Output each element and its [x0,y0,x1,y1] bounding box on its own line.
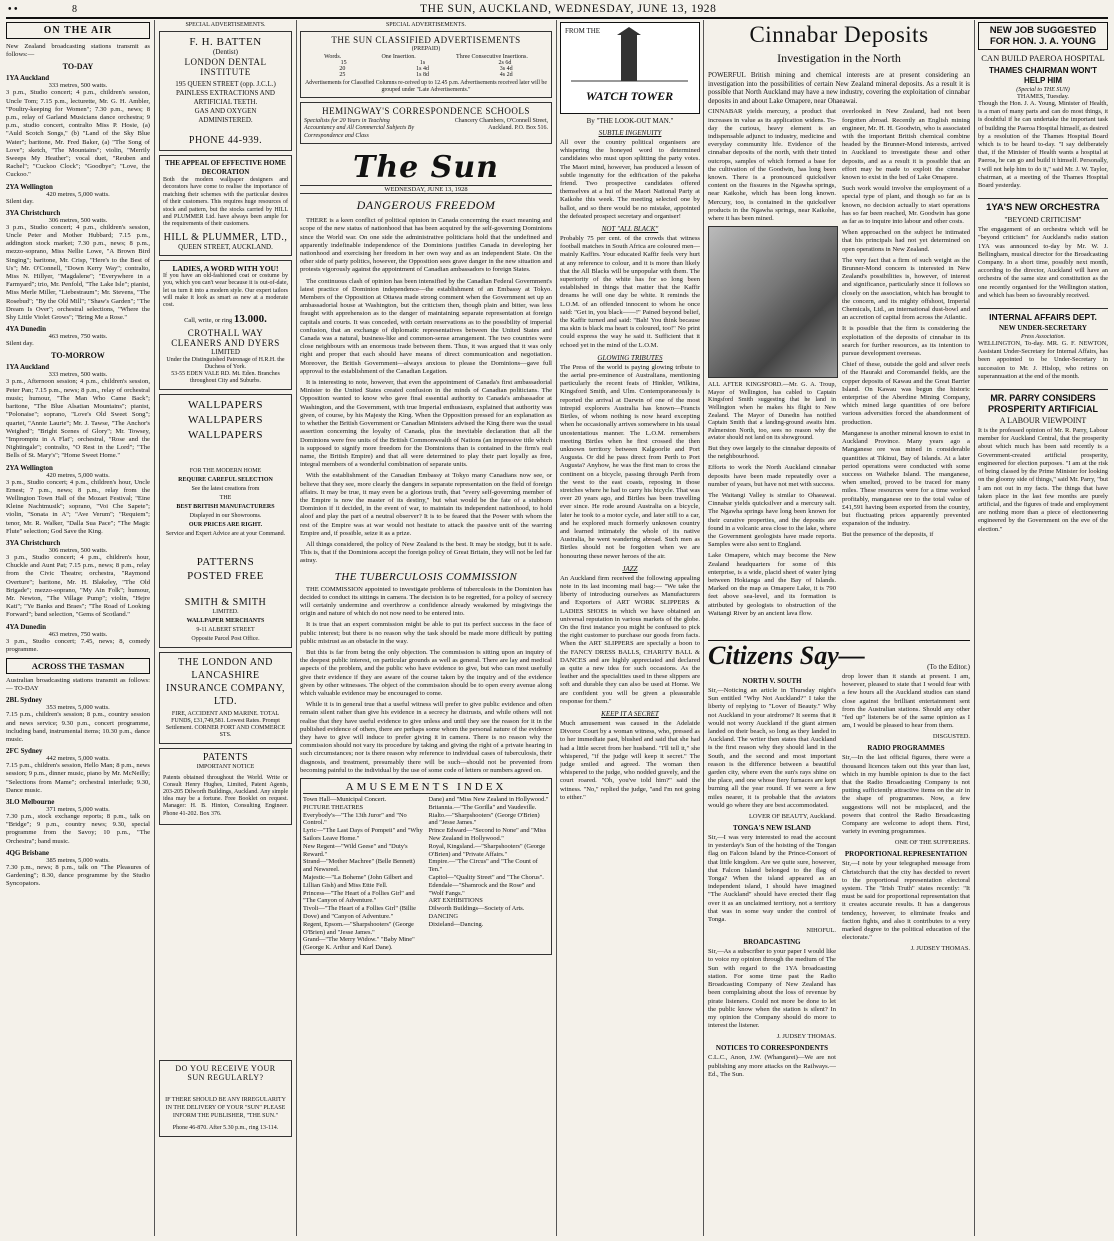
amusement-listing: ART EXHIBITIONS [428,897,483,905]
mayor-photo [708,226,838,378]
station-spec: 371 metres, 5,000 watts. [46,806,110,813]
watch-sections [560,129,700,802]
crothall-ad [159,260,292,390]
amusement-listing: Majestic—"La Boheme" (John Gilbert and Lillian Gish) and Miss Ettie Fell. [303,873,413,889]
amusement-listing: Prince Edward—"Second to None" and "Miss New Zealand in Hollywood." [428,827,547,842]
amusement-listing: Princess—"The Heart of a Follies Girl" and "The Canyon of Adventure." [303,889,415,905]
on-the-air-heading: ON THE AIR [6,22,150,39]
station-name: 4YA Dunedin [6,622,47,631]
notice-line2: SUN REGULARLY? [187,1073,264,1082]
internal-affairs-heading: INTERNAL AFFAIRS DEPT. [978,308,1108,322]
letter-signature: ONE OF THE SUFFERERS. [894,839,970,847]
cinnabar-paragraph: Chief of these, outside the gold and silver reefs of the Hauraki and Coromandel fields, are the copper deposits of Kawau and the Great Barrier Island. On Kawau was begun the historic enterprise of the Aberdine Mining Company, which mined large quantities of ore before various adversities forced the abandonment of production. [842,361,970,426]
patents-title: PATENTS [202,751,249,763]
station-spec: 306 metres, 500 watts. [48,546,108,554]
classified-rate-cell: 3s 4d [499,66,513,72]
sun-nameplate: The Sun [353,150,499,186]
letter-heading: PROPORTIONAL REPRESENTATION [844,850,968,859]
batten-line4: ADMINISTERED. [198,116,253,124]
insurance-lines: FIRE, ACCIDENT AND MARINE. TOTAL FUNDS, £31,749,581. Lowest Rates. Prompt Settlement. CORNER FORT AND COMMERCE STS. [165,710,286,739]
cinnabar-paragraph: Such work would involve the employment of a special type of plant, and though so far as is known, no decision actually to start operations has so far been reached, Mr. Goodwin has gone as far as to inquire into labour and other costs. [842,185,970,226]
watch-section-text: An Auckland firm received the following appealing note in its last incoming mail bag:— "We take the liberty of introducing ourselves as Manufacturers and Exporters of ART WORK SLIPPERS & LADIES SHOES in which we have obtained an universal reputation in various markets of the globe. On the first instance you might be confused to pick the right customer to purchase our goods from facts. When the ART SLIPPERS are specially a boon to the FANCY DRESS BALLS, CHARITY BALL & DANCES and are highly appreciated and declared as quite a new idea for such occasions. As the leather and the specialities used in these slippers are soft and durable they can also be used at Home. We are confident you will be given a pleasurable response for them." [560,574,700,705]
citizens-col-right [842,673,970,1082]
classified-rate-cell: 15 [340,60,347,66]
smith-sub: WALLPAPER MERCHANTS [186,617,265,624]
tomorrow-stations [6,363,150,653]
smith-address: 9-11 ALBERT STREET [196,626,255,633]
batten-title: LONDON DENTAL INSTITUTE [184,57,267,77]
parry-text: It is the professed opinion of Mr. R. Parry, Labour member for Auckland Central, that the prosperity about which much has been said recently is a Government-created artificial prosperity, engineered for election purposes. "I am at the risk of being classed by the Prime Minister for looking on the gloomy side of things," said Mr. Parry, "but I am not out in my facts. The things that have taken place in the last few months are purely artificial, and the figures of trade and employment are nothing more than a piece of electioneering engineered by the Government on the eve of the election." [978,427,1108,533]
smith-name: SMITH & SMITH [184,596,267,608]
hill-body: Both the modern wallpaper designers and decorators have come to realise the importance of matching their schemes with the particular desires of their customers. This requires huge resources of stock and pattern, but the stocks carried by HILL and PLUMMER Ltd. have always been ample for the requirements of their customers. [163,177,288,228]
cinnabar-para-2: The Waitangi Valley is similar to Ohaeawai. Cinnabar yields quicksilver and a mercury salt. The Ngawha springs have long been known for their curative properties, and the deposits are found in a volcanic area close to the lake, where the Government geologists have made reports. Samples were also sent to England. [708,491,836,549]
hill-plummer-ad [159,155,292,256]
classified-rate-cell: 4s 2d [499,72,513,78]
crothall-body: If you have an old-fashioned coat or costume by you, which you can't wear because it is out-of-date, let us turn it into a modern style. Our expert tailors will make it look as smart as new at a moderate cost. [163,272,288,309]
tb-title: THE TUBERCULOSIS COMMISSION [334,570,518,583]
wallpapers-blurb2: REQUIRE CAREFUL SELECTION [178,476,273,483]
station-name: 2FC Sydney [6,747,43,756]
classified-box [300,31,552,98]
insurance-title: THE LONDON AND LANCASHIRE INSURANCE COMPANY, LTD. [165,656,286,707]
wallpapers-ad [159,394,292,648]
watch-tower-column [560,22,700,805]
station-name: 2YA Wellington [6,182,53,191]
amusement-listing: Royal, Kingsland.—"Sharpshooters" (George O'Brien) and "Private Affairs." [428,842,546,858]
special-ads-label: SPECIAL ADVERTISEMENTS. [185,22,266,28]
amusement-listing: Grand—"The Merry Widow." "Baby Mine" (George K. Arthur and Karl Dane). [303,936,415,952]
letter-heading: RADIO PROGRAMMES [867,744,945,753]
citizens-sub: (To the Editor.) [927,663,970,671]
young-text: Though the Hon. J. A. Young, Minister of Health, is a man of many parts and can do most things, it is doubtful if he can undertake the important task of building the Paeroa Hospital himself, as desired by a resolution of the Thames Hospital Board which is to be heard to-day. "I say deliberately that, if the Minister of Health wants a hospital at Paeroa, he can go and build it himself. Personally, I will not help him to do it," said Mr. J. W. Taylor, chairman, at a meeting of the Thames Hospital Board yesterday. [978,100,1108,190]
station-programme: 7.15 p.m., children's session, Hello Man; 8 p.m., news session; 9 p.m., dinner music, piano by Mr. McNeilly; "Selections from Mame"; orchestral interlude; 9.30, Dance music. [6,762,150,794]
crothall-call-line [163,313,288,325]
letter-heading: BROADCASTING [743,938,801,947]
tasman-heading: ACROSS THE TASMAN [6,658,150,674]
editorial-paragraph: It is interesting to note, however, that even the appointment of Canada's first ambassadorial Minister to the United States created confusion in the minds of Canadian politicians. The Opposition wanted to know who gave final essential authority to Canada's ambassador at Washington, and the Government, with true Imperial enthusiasm, explained that authority was given, of course, by his Majesty the King. When the Opposition pressed for an explanation as to whether the British Government or Canadian Ministers advised the King there was the usual assertion concerning the loyalty of Canada, plus the inevitable declaration that all the Dominions were free units of the British Commonwealth of Nations (an impressive title which is supposed to signify more freedom for the Dominions than is contained in the firm's real name, the British Empire) and that all were determined to play their part loyally as free, integral members of a wonderful combination of separate units. [300,379,552,469]
page-marker: • • [8,4,18,15]
cinnabar-subtitle: Investigation in the North [777,51,901,65]
page-number: 8 [72,4,77,15]
station-name: 3YA Christchurch [6,208,61,217]
station-programme: 3 p.m., Studio concert; 7.45, news; 8, comedy programme. [6,637,150,653]
tb-body [300,586,552,775]
amusement-listing: Edendale—"Shamrock and the Rose" and "Wolf Fangs." [428,881,536,897]
wallpapers-blurb8: Service and Expert Advice are at your Command. [165,530,286,537]
editorial-paragraph: The continuous clash of opinion has been intensified by the Canadian Federal Government's latest practice of Dominion independence—the establishment of an Embassy at Tokyo. Members of the Opposition at Ottawa made strong comment when the Government set up an ambassadorial house at Washington, but the criticism then, though plain and bitter, was less fraught with apprehension as to the danger of maintaining separate representation at foreign capitals and courts. It was conceded, with certain reservations as to the possibility of imperial confusion, that an exchange of diplomatic representatives between the United States and Canada was a natural, business-like and common-sense arrangement. The two countries were close neighbours with an enormous trade between them. Thus, it was argued that it was only right and proper that each should have means of direct communication and negotiation. Moreover, the British Government—always anxious to please the Dominions—gave full approval to the establishment of the Canadian Legation. [300,277,552,375]
letter-signature: J. JUDSEY THOMAS. [776,1033,836,1041]
young-h2: CAN BUILD PAEROA HOSPITAL [981,53,1105,63]
citizens-col-left [708,673,836,1082]
station-spec: 333 metres, 500 watts. [48,371,108,379]
column-rule [296,20,297,1236]
amusement-listing: Regent, Epsom.—"Sharpshooters" (George O'Brien) and "Jesse James." [303,920,414,936]
logo-main: WATCH TOWER [585,89,674,103]
station-name: 1YA Auckland [6,74,50,83]
batten-name: F. H. BATTEN [189,36,262,48]
masthead-rule [6,17,1108,19]
parry-heading: MR. PARRY CONSIDERS PROSPERITY ARTIFICIAL [978,389,1108,414]
hemingway-title: HEMINGWAY'S CORRESPONDENCE SCHOOLS [322,106,530,116]
cinnabar-paragraph: overlooked in New Zealand, had not been forgotten abroad. Recently an English mining engineer, Mr. H. H. Goodwin, who is associated with the important British chemical combine headed by the Brunner-Mond interests, arrived in Auckland to investigate these and other deposits, and as a result it is possible that an effort may be made to exploit the cinnabar known to exist in the bed of Lake Omapere. [842,108,970,181]
tasman-intro: Australian broadcasting stations transmit as follows:— TO-DAY [6,676,150,693]
station-spec: 353 metres, 5,000 watts. [46,704,110,712]
crothall-name: CROTHALL WAY CLEANERS AND DYERS [171,327,280,348]
internal-affairs-press: Press Association. [1020,334,1065,341]
watch-section-head: GLOWING TRIBUTES [597,353,663,362]
station-name: 3LO Melbourne [6,798,55,806]
editorial-body [300,217,552,565]
orchestra-text: The engagement of an orchestra which will be "beyond criticism" for Auckland's radio station 1YA was announced to-day by Mr. W. J. Bellingham, musical director for the Broadcasting Company. In a short time, possibly next month, according to the director, Auckland will have an orchestra of the same size and constitution as the one recently organised for the Wellington station, and which has been so favourably received. [978,226,1108,299]
crothall-address: 53-55 EDEN VALE RD. Mt. Eden. Branches throughout City and Suburbs. [171,371,280,385]
patents-body: Patents obtained throughout the World. Write or Consult Henry Hughes, Limited, Patent Agents, 203-205 Dilworth Buildings, Auckland. Any simple idea may be a fortune. Free Booklet on request. Manager: H. B. Hinton, Consulting Engineer. Phone 41-202. Box 376. [163,774,288,817]
cinnabar-paragraph: The very fact that a firm of such weight as the Brunner-Mond concern is interested in New Zealand's possibilities is, however, of interest and significance, particularly since it follows so closely on the association, which has brought to the concern, and its mighty offshoot, Imperial Chemicals, Ltd., an international dust-bowl and an accretion of capital from across the Atlantic. [842,256,970,322]
wallpapers-blurb7: OUR PRICES ARE RIGHT. [188,521,263,528]
crothall-head: LADIES, A WORD WITH YOU! [172,263,279,273]
wallpapers-blurb4: THE [219,494,232,501]
letter-text: Sir,—I note by your telegraphed message from Christchurch that the city has decided to revert to the proportional representation electoral system. The "Irish Truth" states recently: "It must be said for proportional representation that it creates accurate results. It has a dangerous tendency, however, to eliminate freaks and faction fights, and also it contributes to a very marked degree to the political education of the electorate." [842,860,970,942]
cinnabar-paragraph: But the presence of the deposits, if [842,531,934,539]
station-name: 1YA Auckland [6,363,50,372]
batten-line3: GAS AND OXYGEN [194,107,257,115]
photo-note-2: Efforts to work the North Auckland cinnabar deposits have been made repeatedly over a number of years, but have not met with success. [708,464,836,488]
amusement-listing: Dixieland—Dancing. [428,920,484,928]
amusements-left [303,796,424,952]
right-column [978,22,1108,537]
classified-rate-cell: 1s [419,60,426,66]
cinnabar-paragraph: Manganese is another mineral known to exist in Auckland Province. Many years ago a Manganese ore was mined in considerable quantities at Tikinui, Bay of Islands. At a later period operations were conducted with some success on Waiheke Island. The manganese, when smelted, proved to be traced for many miles. These resources were for a time worked profitably, manganese ore to the total value of £41,591 having been exported from the country, but fluctuating prices apparently prevented expansion of the industry. [842,429,970,528]
internal-affairs-sub: NEW UNDER-SECRETARY [999,324,1087,333]
watch-section-text: Probably 75 per cent. of the crowds that witness football matches in South Africa are coloured men—mainly Kaffirs. Your educated Kaffir feels very hurt at any reference to colour, and it is more than likely that the All Blacks will be unpopular with them. The superiority of the white has for so long been established in things that matter that the Kaffir dreams he will one day be white. It reminds the L.O.M. of an offended innocent to whom he once said: "Get in, you black——!" Pained beyond belief, the Kaffir turned and said: "Bah! You think because ma skin is black ma heart is coloured, too!" No print could express the way he said it. Sufficient that it echoed yet in the mind of the L.O.M. [560,235,700,349]
station-programme: 3 p.m., Studio concert; 4 p.m., children's hour, Uncle Ernest; 7 p.m., news; 8 p.m., relay from the Wellington Town Hall of the Mozart Festival; "Eine Kleine Nachtmusik"; soprano, "Voi Che Sapete"; violin, "Sonata in A"; "Ave Verum"; "Requiem"; tenor, Mr. R. Walker, "Dalla Sua Pace"; "The Magic Flute" selection; God Save the King. [6,478,150,535]
batten-address: 195 QUEEN STREET (opp. J.C.L.) [175,80,276,88]
station-spec: 463 metres, 750 watts. [48,333,108,341]
watch-section-head: JAZZ [622,564,638,573]
tb-paragraph: It is true that an expert commission might be able to put its perfect success in the face of public interest; but there is no reason why the task should be made more difficult by putting public mistrust as an obstacle in the way. [300,621,552,645]
special-ads-label-2: SPECIAL ADVERTISEMENTS. [385,22,467,28]
station-programme: 7.30 p.m., news; 8 p.m., talk on "The Pleasures of Gardening"; 8.30, dance programme by the Studio Syncopators. [6,863,150,888]
amusement-listing: Tivoli—"The Heart of a Follies Girl" (Billie Dove) and "Canyon of Adventure." [303,905,416,920]
amusements-title: AMUSEMENTS INDEX [303,781,549,794]
crothall-call: Call, write, or ring [184,316,233,324]
letter-text: Sir,—As a subscriber to your paper I would like to voice my opinion through the medium of The Sun with regard to the 1YA broadcasting station. For some time past the Radio Broadcasting Company of New Zealand has been complaining about the loss of revenue by pirate listeners. Could not more be done to let the public know when the station is silent? In my opinion the Company should do more to interest the listener. [708,948,836,1030]
citizens-say [708,640,970,1082]
cinnabar-para-1: CINNABAR yields mercury, a product that increases in value as its application widens. To-day the curious, heavy element is an indispensable adjunct to industry, medicine and everyday community life. Evidence of the cinnabar deposits of the north, with their tinted outcrops, samples of which formed a base for the cultivation of the Goodwin, has long been known. There is a pronounced quicksilver content on the fissures in the Ngawha springs, near Kaikohe, which has been long known. Mercury, too, is contained in the quicksilver products in the Ngawha springs, near Kaikohe, where it has been mined. [708,108,836,223]
photo-note: But they owe largely to the cinnabar deposits of the neighbourhood. [708,444,836,461]
letter-text: Sir,—I was very interested to read the account in yesterday's Sun of the hoisting of the Tongan flag on Falcon Island by the Prince-Consort of that little kingdom. Are we quite sure, however, that Falcon Island belonged to the flag of Tonga? When the island appeared as an independent island, I should have imagined "The Auckland" should have erected their flag over it as an unclaimed territory, not a territory that was in some way under the control of Tonga. [708,834,836,924]
station-programme: 7.30 p.m., stock exchange reports; 8 p.m., talk on "Bridge"; 9 p.m., country news; 9.30, special programme from the Savoy; 10 p.m., "The Orchestra"; band music. [6,813,150,845]
batten-phone: PHONE 44-939. [188,135,263,146]
on-the-air-intro: New Zealand broadcasting stations transmit as follows:— [6,43,150,59]
notice-phone: Phone 46-870. After 5.30 p.m., ring 13-114. [172,1125,279,1131]
station-spec: 420 metres, 5,000 watts. [46,190,110,198]
wallpapers-blurb5: BEST BRITISH MANUFACTURERS [176,503,275,510]
station-spec: 420 metres, 5,000 watts. [46,471,110,479]
letter-text: drop lower than it stands at present. I am, however, pleased to state that I would fear with a few hours all the Auckland studios can stand close against the brilliant entertainment sent from the Australian stations. Should any other "fed up" listeners be of the same opinion as I am, I would be pleased to hear from them. [842,673,970,730]
batten-line1: PAINLESS EXTRACTIONS AND [176,89,275,97]
photo-caption: ALL AFTER KINGSFORD.—Mr. G. A. Troup, Mayor of Wellington, has cabled to Captain Kingsford Smith suggesting that he land in Wellington when he makes his flight to New Zealand. The Mayor of Dunedin has notified Captain Smith that a landing-ground awaits him. Palmerston North, too, sees no reason why the aviator should not land on its showground. [708,381,836,442]
wallpapers-2: WALLPAPERS [188,413,263,426]
station-name: 3YA Christchurch [6,538,61,547]
classified-rate-cell: 1s 8d [416,72,429,78]
young-h1: NEW JOB SUGGESTED FOR HON. J. A. YOUNG [989,25,1097,47]
watch-section-text: The Press of the world is paying glowing tribute to the aerial pre-eminence of Australians, mentioning particularly the recent feats of Hinkler, Wilkins, Kingsford Smith, and Ulm. Contemporaneously is reported the arrival at Darwin of one of the most intrepid explorers Australia has known—Francis Birtles, of whom nothing is now heard excepting when he occasionally arrives somewhere in his usual unostentatious manner. The L.O.M. remembers meeting Birtles when he first crossed the then unknown territory between Kalgoorlie and Port Augusta. Or did he pass direct from Perth to Port Augusta? Anyhow, he was the first man to cross the continent on a bicycle, passing through Perth from the west to the east coasts, reposing in those stretches where he had to carry his bicycle. That was over 20 years ago, and Birtles has been travelling ever since. He rode around Australia on a bicycle, later he took to a motor cycle, and later still to a car, and he explored much formerly unknown country and learned intimately the whole of its native Australia, he went wandering abroad. Such men as Birtles should not be forgotten when we are honouring these newer heroes of the air. [560,363,700,560]
amusement-listing: DANCING [428,912,458,920]
amusement-listing: Empire.—"The Circus" and "The Count of Ten." [428,858,538,874]
station-spec: 333 metres, 500 watts. [48,82,108,90]
station-spec: 306 metres, 500 watts. [48,216,108,224]
station-programme: 3 p.m., Studio concert; 4 p.m., children's hour, Chuckle and Aunt Pat; 7.15 p.m., news; 8 p.m., relay from the Civic Theatre; orchestra, "Raymond Overture"; baritone, Mr. H. Blakeley, "The Old Brigade"; mezzo-soprano, "My Ain Folk"; humour, Mr. Newton, "The Village Pump"; violin, "Hejre Kati"; "Ye Banks and Braes"; "The Road of Looking Forward"; band selection, "Gems of Scotland." [6,553,150,619]
crothall-ltd: LIMITED [211,347,240,356]
amusement-listing: Britannia.—"The Gorilla" and Vaudeville. [428,803,537,811]
crothall-patron: Under the Distinguished Patronage of H.R.H. the Duchess of York. [166,356,285,371]
orchestra-heading: 1YA'S NEW ORCHESTRA [978,198,1108,213]
classified-rate-cell: 25 [339,72,346,78]
patents-sub: IMPORTANT NOTICE [196,763,255,770]
tasman-stations [6,696,150,888]
amusement-listing: Everybody's—"The 13th Juror" and "No Control." [303,811,407,827]
cinnabar-paragraph: It is possible that the firm is considering the exploitation of the deposits of cinnabar in its search for further resources, as its intention to pursue development overseas. [842,325,970,358]
amusement-listing: Rialto.—"Sharpshooters" (George O'Brien) and "Jesse James." [428,811,540,827]
wallpapers-blurb1: FOR THE MODERN HOME [189,467,262,474]
station-programme: Silent day. [6,340,34,348]
station-programme: 7.15 p.m., children's session; 8 p.m., country session and news service; 9.30 p.m., concert programme, including band, instrumental items; 10.30 p.m., dance music. [6,711,150,743]
tower-shape [621,35,637,81]
letter-heading: TONGA'S NEW ISLAND [733,824,811,833]
watch-section-head: SUBTLE INGENUITY [598,129,662,137]
station-spec: 463 metres, 750 watts. [48,630,108,638]
station-name: 4QG Brisbane [6,848,49,857]
watch-section-text: All over the country political organisers are whispering the honeyed word to determined candidates who must upon splitting the party votes. The Maori mind, however, has produced a lesson of subtle ingenuity for the edification of the pakeha friend. Two prospective candidates offered themselves at a hui of the Maori National Party at Kaikohe this week. The meeting selected one by ballot, and so there would be no mistake, appointed the defeated prospect secretary and organiser! [560,139,700,220]
cinnabar-paragraph: When approached on the subject he intimated that his principals had not yet determined on open operations in New Zealand. [842,229,970,253]
cinnabar-lead: POWERFUL British mining and chemical interests are at present considering an investigation into the possibilities of certain New Zealand mineral deposits. As a result it is possible that North Auckland may have a new industry, covering the exploitation of cinnabar deposits in and about Lake Omapere, near Ohaeawai. [708,71,970,105]
classified-col-words: Words. [324,54,342,60]
watch-section-head: KEEP IT A SECRET [601,710,659,718]
cinnabar-col-right [842,108,970,621]
hill-name: HILL & PLUMMER, LTD., [163,231,288,243]
posted-free-label: POSTED FREE [187,569,264,582]
classified-col-three: Three Consecutive Insertions. [456,54,528,60]
batten-ad [159,31,292,151]
cinnabar-article [708,22,970,621]
amusement-listing: Strand—"Mother Machree" (Belle Bennett) and Newsreel. [303,858,415,874]
sun-delivery-notice [159,1060,292,1137]
letter-heading: NOTICES TO CORRESPONDENTS [715,1044,829,1053]
logo-top: FROM THE [565,27,601,35]
batten-line2: ARTIFICIAL TEETH. [193,98,258,106]
letter-signature: LOVER OF BEAUTY, Auckland. [748,813,836,821]
editorial-column [300,22,552,955]
insurance-ad [159,652,292,744]
station-name: 2BL Sydney [6,696,42,705]
smith-opp: Opposite Parcel Post Office. [191,635,260,642]
letter-signature: DISGUSTED. [932,733,970,741]
amusement-listing: Lyric—"The Last Days of Pompeii" and "Why Sailors Leave Home." [303,827,423,842]
classified-rate-row [304,72,548,78]
hill-address: QUEEN STREET, AUCKLAND. [178,242,273,251]
letter-text: C.L.C., Anon, J.W. (Whangarei)—We are not publishing any more attacks on the Railways.—Ed., The Sun. [708,1054,836,1078]
column-rule [154,20,155,1236]
watch-tower-byline: By "THE LOOK-OUT MAN." [586,117,674,125]
hill-head: THE APPEAL OF EFFECTIVE HOME DECORATION [165,159,286,176]
column-rule [703,20,704,1236]
amusements-box [300,778,552,955]
station-programme: 3 p.m., Studio concert; 4 p.m., children's session, Uncle Peter and Mother Hubbard; 7.15 p.m., addington stock market; 7.30 p.m., news; 8 p.m., mezzo-soprano, Miss Nellie Lowe, "A Brown Bird Singing"; baritone, Mr. Crisp, "Here's to the Best of Us"; Mr. O'Connell, "Down Kerry Way"; contralto, Miss N. Hillyer, "Magdalene"; "Everywhere in a Farmyard"; trio, Mr. Penfold, "The Lake Isle"; pianist, Miss Merle Miller, "Liebestraum"; Mr. Stevens, "The Rosebud"; "By the Old Mill"; "Shaw's Garden"; "The Dream Is Over"; orchestral selections, "Where the Shy Little Violet Grows"; "Bring Me a Rose." [6,223,150,322]
watch-section-head: NOT "ALL BLACK" [601,225,659,234]
letter-signature: NIHOFUL. [806,927,836,935]
letter-signature: J. JUDSEY THOMAS. [910,945,970,953]
on-the-air-column [6,22,150,891]
masthead-title: THE SUN, AUCKLAND, WEDNESDAY, JUNE 13, 1928 [420,3,717,15]
young-h3: THAMES CHAIRMAN WON'T HELP HIM [988,66,1098,85]
editorial-paragraph: All things considered, the policy of New Zealand is the best. It may be stodgy, but it is safe. This is, that if the Dominions accept the foreign policy of Great Britain, they will not be led far astray. [300,540,552,565]
classified-rate-cell: 2s 6d [498,60,512,66]
tb-paragraph: THE COMMISSION appointed to investigate problems of tuberculosis in the Dominion has decided to conduct its sittings in camera. The decision is to be regretted, for a policy of secrecy will certainly undermine and overthrow a confidence already weakened by misgivings the origin and nature of which do not now need to be entered into. [300,585,552,618]
wallpapers-blurb3: See the latest creations from [191,485,260,492]
young-place: THAMES, Tuesday. [1017,93,1069,100]
cinnabar-title: Cinnabar Deposits [749,22,929,47]
column-rule [556,20,557,1236]
station-name: 4YA Dunedin [6,325,47,334]
editorial-title: DANGEROUS FREEDOM [356,198,496,213]
tb-paragraph: But this is far from being the only objection. The commission is sitting upon an inquiry of the deepest public interest, on particular grounds as well as general. There are lay and medical aspects of the problem, and the public who have evidence to give, but who can most usefully give their evidence if they are aware of the course taken by the inquiry and of the evidence given by other witnesses. The object of the commission should be to open every avenue along which valuable evidence may be encouraged to come. [300,648,552,697]
letter-text: Sir,—In the last official figures, there were a thousand licences taken out this year than last, which in my humble opinion is due to the fact that the Radio Broadcasting Company is not putting sufficiently attractive items on the air in the shape of programmes. Now, a few suggestions will not be misplaced, and the powers that control the Radio Broadcasting Company are welcome to adopt them. First, variety in evening programmes. [842,754,970,836]
internal-affairs-text: WELLINGTON, To-day. MR. G. F. NEWTON, Assistant Under-Secretary for Internal Affairs, has been appointed to be Under-Secretary in succession to Mr. J. Hislop, who retires on superannuation at the end of the month. [978,340,1108,380]
station-programme: 3 p.m., Afternoon session; 4 p.m., children's session, Peter Pan; 7.15 p.m., news; 8 p.m., relay of orchestral music; humour, "The Man Who Came Back"; baritone, "The Blue Alsatian Mountains"; pianist, "Polonaise"; soprano, "Love's Old Sweet Song"; quartet, "Annie Laurie"; Mr. J. Tawse, "The Anchor's Weighed"; "Bright Scenes of Glory"; Mr. Towsey, "Impromptu in A Flat"; orchestral, "Rose and the Nightingale"; contralto, "O Rest in the Lord"; "The Bells of St. Mary's"; "Home Sweet Home." [6,378,150,460]
cinnabar-para-3: Lake Omapere, which may become the New Zealand headquarters for some of this enterprise, is a wide, placid sheet of water lying between Hokianga and the Bay of Islands. Marked on the map as Omapere Lake, it is 790 feet above sea-level, and its formation is attributed by geologists to obstruction of the Waitangi River by an ancient lava flow. [708,552,836,617]
station-spec: 385 metres, 5,000 watts. [46,856,110,864]
watch-section-text: Much amusement was caused in the Adelaide Divorce Court by a woman witness, who, pressed as to her immediate past, blushed and said that she had had a little secret from her husband. "I'll tell it," she whispered, "if the judge will keep it secret." The judge smiled and agreed. The woman then whispered to the judge, who nodded gravely, and the court roared. "Oh, you've told him?" said the witness. "No," replied the judge, "and I'm not going to either." [560,720,700,801]
classified-note: Advertisements for Classified Columns re-ceived up to 12.45 p.m. Advertisements received later will be grouped under "Late Advertisements." [305,80,547,93]
classified-col-one: One Insertion. [381,54,416,60]
notice-line1: DO YOU RECEIVE YOUR [175,1064,276,1073]
batten-role: (Dentist) [213,48,238,56]
amusement-listing: Town Hall—Municipal Concert. [303,796,387,804]
hemingway-right: Chancery Chambers, O'Connell Street, Auckland. P.O. Box 516. [454,118,548,132]
wallpapers-3: WALLPAPERS [188,428,263,441]
wallpapers-blurb6: Displayed in our Showrooms. [189,512,262,519]
hemingway-left: Specialists for 20 Years in Teaching Accountancy and All Commercial Subjects By Correspondence and Class [304,118,415,139]
ads-column [159,22,292,825]
classified-rates [304,60,548,78]
amusements-right [428,796,549,952]
station-programme: Silent day. [6,197,34,205]
today-stations [6,74,150,348]
patents-ad [159,748,292,825]
classified-prepaid: (PREPAID) [411,46,441,52]
letter-heading: NORTH V. SOUTH [742,677,802,685]
today-label: TO-DAY [62,62,94,72]
station-name: 2YA Wellington [6,463,53,472]
editorial-paragraph: With the establishment of the Canadian Embassy at Tokyo many Canadians now see, or believe that they see, more clearly the dangers in separate representation on the field of foreign affairs. It may be true, it may even be a glorious truth, that "every self-governing member of the Empire is now the master of its destiny," but what would be the fate of a stubborn Dominion if it decided, in the event of war, to maintain its independent nationhood, to hold aloof and play the part of a neutral observer? It is to be feared that the Power with whom the rest of the Empire was at war would not hesitate to attack the passive unit of the warring Empire and, if possible, seize it as a prize. [300,472,552,537]
tomorrow-label: TO-MORROW [51,351,105,361]
classified-rate-cell: 1s 4d [416,66,429,72]
tower-illustration [561,27,698,87]
citizens-title: Citizens Say— [708,641,865,670]
tower-roof [617,27,641,35]
notice-body: IF THERE SHOULD BE ANY IRREGULARITY IN THE DELIVERY OF YOUR "SUN" PLEASE INFORM THE PUBLISHER, "THE SUN." [165,1097,286,1119]
classified-title: THE SUN CLASSIFIED ADVERTISEMENTS [331,35,521,45]
hemingway-ad [300,102,552,144]
editorial-paragraph: THERE is a keen conflict of political opinion in Canada concerning the exact meaning and scope of the new status of nationhood that has been acquired by the self-governing Dominions since the World war. On one side the administrative politicians hold that the undefined and apparently indefinable independence of the Dominions justifies Canada in developing her nationhood and exercising her freedom in her own way and as an independent State. On the other side of party politics, however, the Opposition sees grave danger in the new situation and protests vigorously against the appointment of Canadian ambassadors to foreign States. [300,217,552,274]
station-programme: 3 p.m., Studio concert; 4 p.m., children's session, Uncle Tom; 7.15 p.m., lecturette, Mr. G. H. Ambler, "Poultry-keeping for Women"; 7.30 p.m., news; 8 p.m., relay of Garland Musicians dance orchestra; 9 p.m., studio concert, contralto Miss P. Hosie, (a) "Auld Scotch Songs," (b) "Land of the Sky Blue Water"; baritone, Mr. Fred Baker, (a) "The Song of Love"; sketch, "The Mountains"; violin, "Merrily Sweeps My Heather"; vocal duet, "Reuben and Rachel"; "Cuckoo Clock"; "Goodbye"; "Love, the Cuckoo." [6,89,150,179]
patterns-label: PATTERNS [196,555,255,568]
orchestra-sub: "BEYOND CRITICISM" [1004,215,1082,225]
amusement-listing: Dilworth Buildings—Society of Arts. [428,905,525,913]
amusement-listing: Capitol—"Quality Street" and "The Chorus". [428,873,544,881]
amusement-listing: PICTURE THEATRES [303,803,364,811]
station-spec: 442 metres, 5,000 watts. [46,755,110,763]
young-headline-box [978,22,1108,50]
wallpapers-1: WALLPAPERS [188,398,263,411]
classified-rate-cell: 20 [339,66,346,72]
parry-sub: A LABOUR VIEWPOINT [999,416,1087,426]
tb-paragraph: While it is in general true that a useful witness will prefer to give public evidence and often remain silent rather than give his evidence in a secrecy he distrusts, and while others will not realise that they have useful evidence to give unless and until they see the reason for it in the published evidence of others, there are perhaps some whom the personal nature of the evidence they have to give will induce to prefer giving it in camera. There is no reason why the commission should not vary its procedure by taking and giving the right of a private hearing in such circumstances; nor is there reason why reference to individual cases of tuberculosis, their diagnosis, and treatment, presumably there will be such—should not be prevented from becoming painful to the individual by the use of some code of letters or numbers agreed on. [300,701,552,774]
watch-tower-logo [560,22,700,114]
letter-text: Sir,—Noticing an article in Thursday night's Sun entitled "Why Not Auckland?" I take the liberty of replying to "Lover of Beauty." Why not Auckland in your airdrome? It seems that it would not worry Auckland if the giant airmen landed on their beach, so long as they landed in Auckland. The writer then states that Auckland is the first reason why they should land in the South, and the second and most important reason is the difference between a beautiful garden city, where even the sun's rays shine on the place, and one whose fiery furnaces are kept burning all the year round. If we were a few miles nearer, it is probable that the aviators would go where they are best accommodated. [708,687,836,809]
cinnabar-col-left [708,108,836,621]
column-rule [974,20,975,1236]
editorial-date: WEDNESDAY, JUNE 13, 1928 [300,185,552,194]
young-byline: (Special to THE SUN) [1016,87,1070,93]
smith-ltd: LIMITED. [212,608,239,615]
crothall-phone: 13.000. [233,312,267,325]
amusement-listing: New Regent—"Wild Geese" and "Duty's Reward." [303,842,408,858]
amusement-listing: Dane) and "Miss New Zealand in Hollywood." [428,796,549,804]
